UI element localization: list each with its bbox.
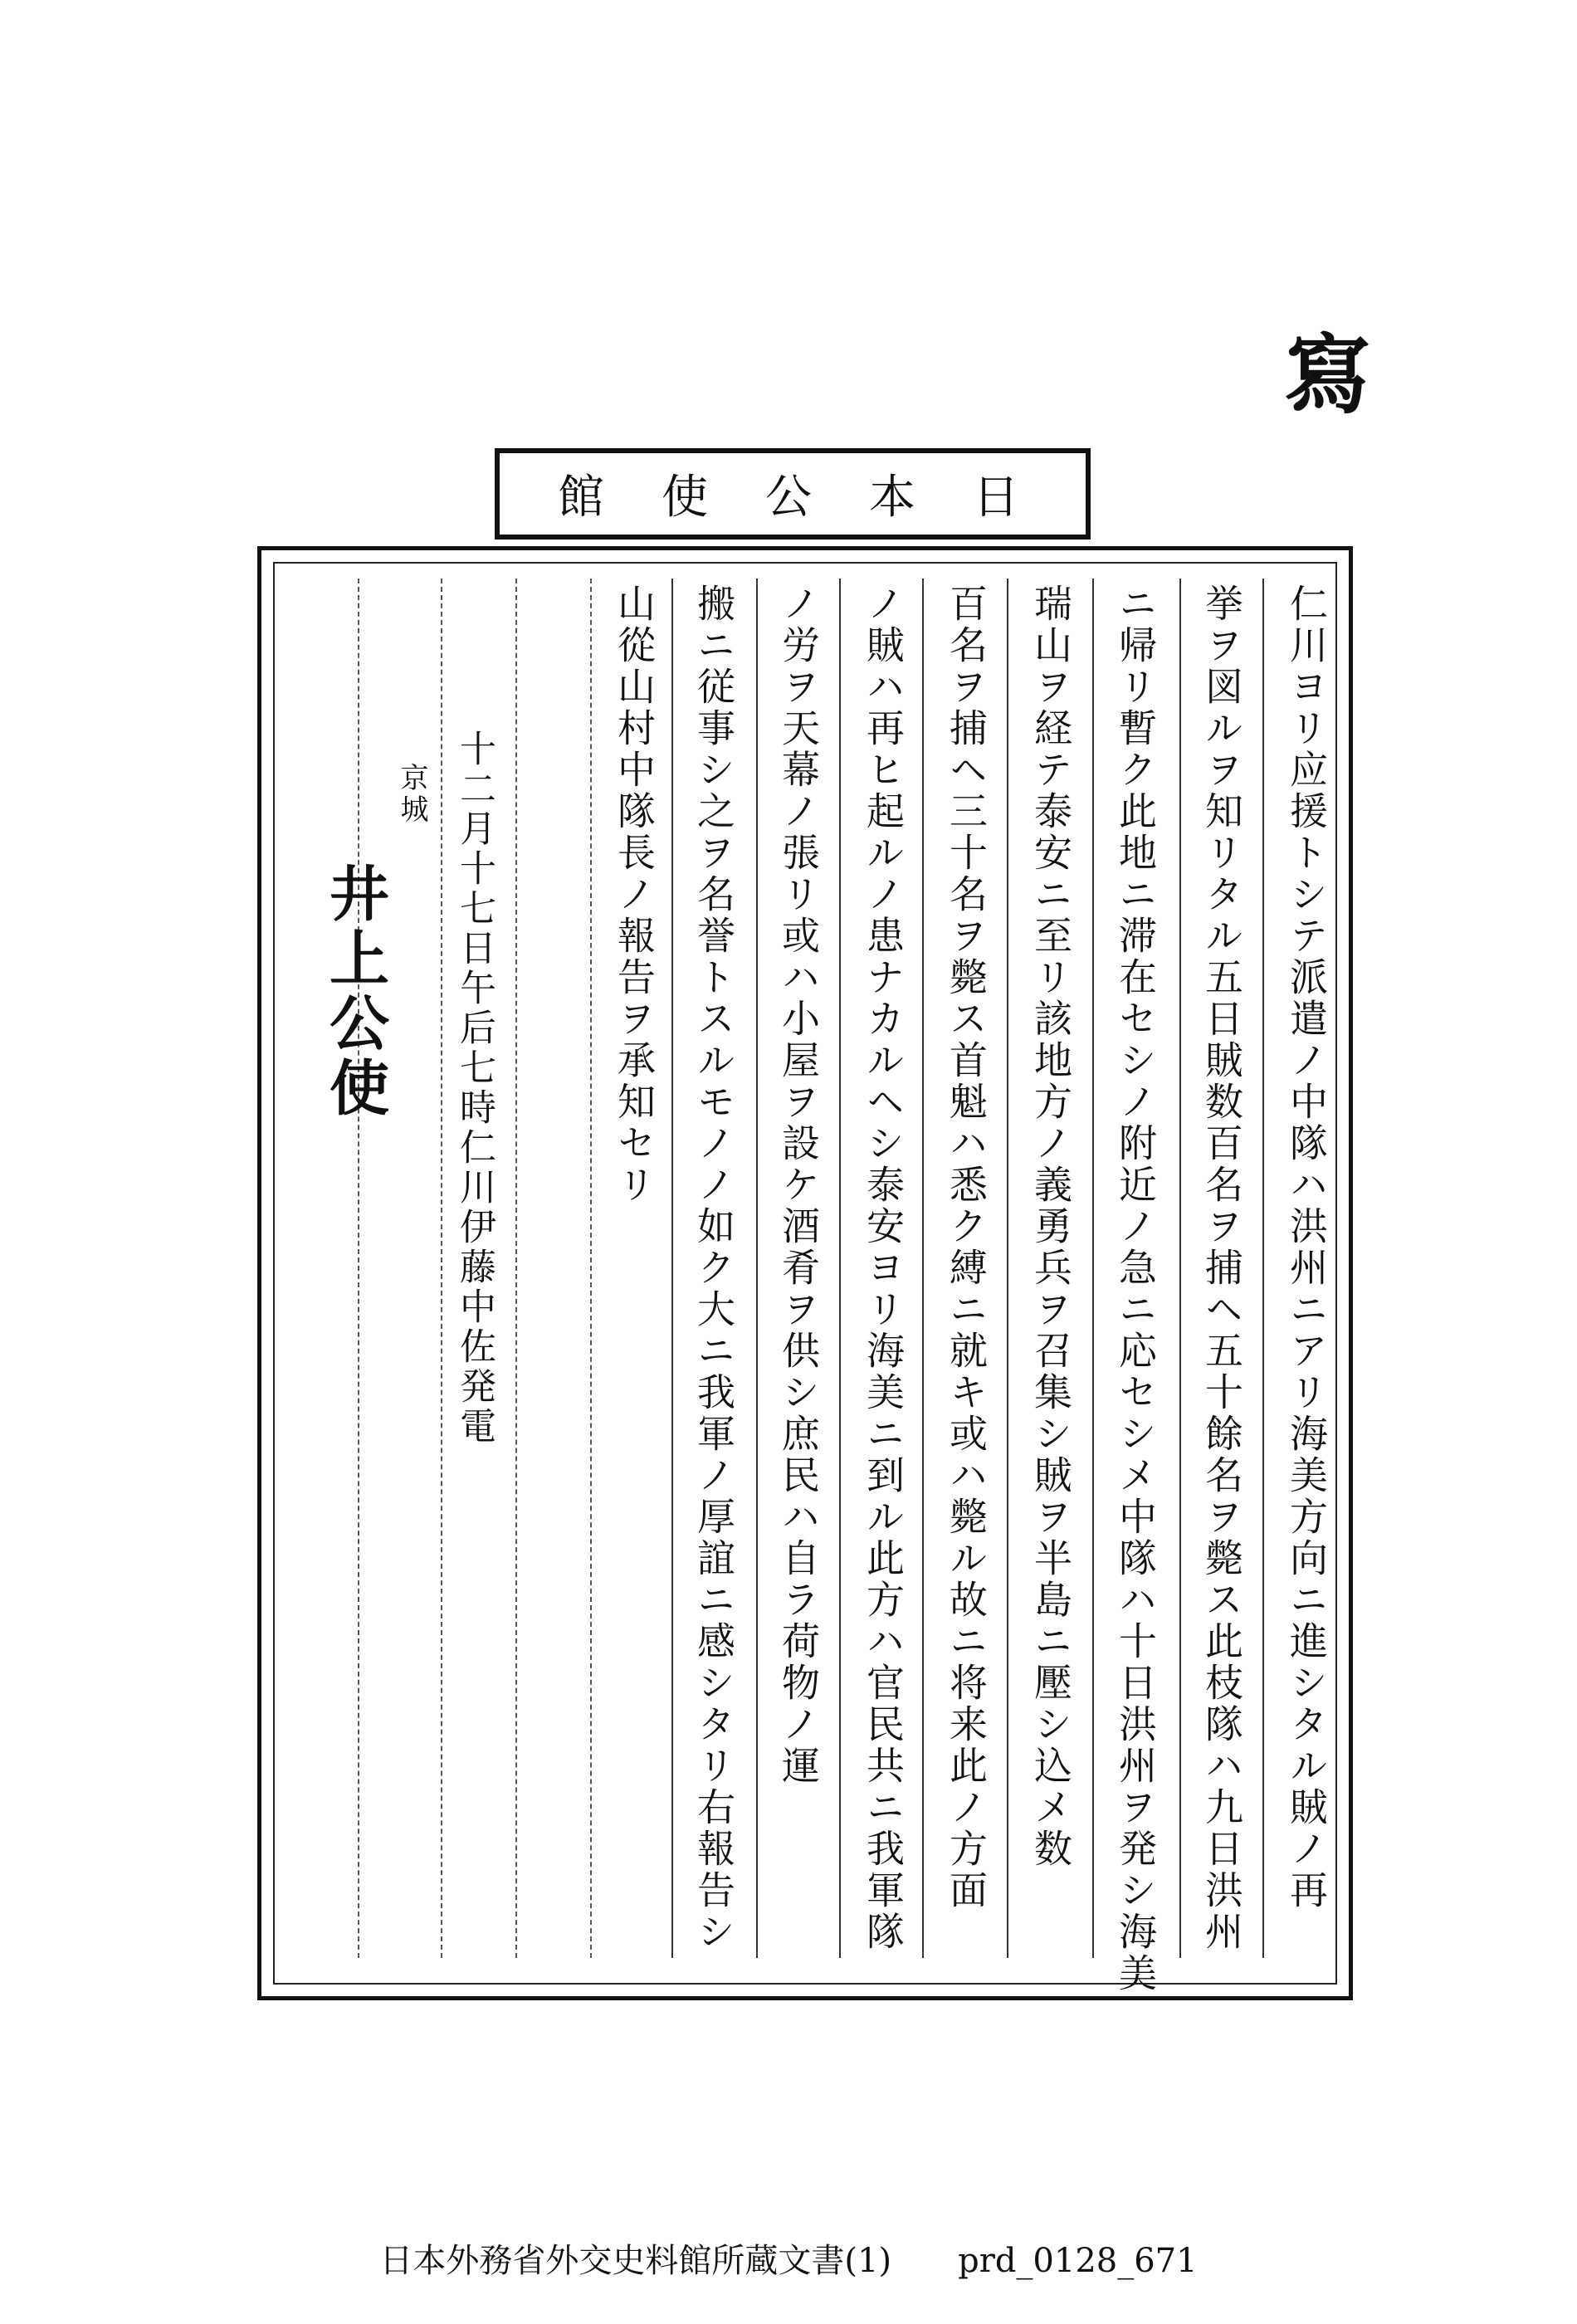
- letterhead-char: 本: [869, 471, 915, 525]
- telegram-sheet: [257, 546, 1353, 2000]
- corner-mark: 寫: [1285, 324, 1372, 426]
- column-rule: [839, 579, 841, 1958]
- body-column: ノ労ヲ天幕ノ張リ或ハ小屋ヲ設ケ酒肴ヲ供シ庶民ハ自ラ荷物ノ運: [776, 583, 821, 1787]
- column-rule: [1007, 579, 1008, 1958]
- column-rule: [441, 579, 442, 1958]
- column-rule: [515, 579, 517, 1958]
- addressee-note: 京城: [395, 763, 428, 826]
- footer-caption: [0, 2234, 1577, 2282]
- body-column: 山從山村中隊長ノ報告ヲ承知セリ: [612, 583, 657, 1206]
- body-column: 挙ヲ図ルヲ知リタル五日賊数百名ヲ捕ヘ五十餘名ヲ斃ス此枝隊ハ九日洪州: [1199, 583, 1244, 1953]
- letterhead-char: 館: [558, 471, 604, 525]
- column-rule: [756, 579, 758, 1958]
- date-line: 十二月十七日午后七時仁川伊藤中佐発電: [453, 730, 496, 1447]
- footer-doc-id: prd_0128_671: [958, 2242, 1198, 2280]
- letterhead-box: [495, 448, 1091, 540]
- footer-collection: 日本外務省外交史料館所蔵文書(1): [379, 2242, 892, 2280]
- column-rule: [922, 579, 924, 1958]
- column-rule: [671, 579, 673, 1958]
- letterhead-char: 公: [765, 471, 812, 525]
- column-rule: [1262, 579, 1264, 1958]
- body-column: ニ帰リ暫ク此地ニ滞在セシノ附近ノ急ニ応セシメ中隊ハ十日洪州ヲ発シ海美: [1113, 583, 1158, 1994]
- body-column: 百名ヲ捕ヘ三十名ヲ斃ス首魁ハ悉ク縛ニ就キ或ハ斃ル故ニ将来此ノ方面: [944, 583, 989, 1911]
- column-rule: [358, 579, 359, 1958]
- body-column: 仁川ヨリ应援トシテ派遣ノ中隊ハ洪州ニアリ海美方向ニ進シタル賊ノ再: [1284, 583, 1329, 1911]
- letterhead-char: 使: [662, 471, 708, 525]
- body-column: 搬ニ従事シ之ヲ名誉トスルモノノ如ク大ニ我軍ノ厚誼ニ感シタリ右報告シ: [691, 583, 736, 1953]
- signature: 井上公使: [320, 862, 390, 1121]
- letterhead-char: 日: [973, 471, 1019, 525]
- column-rule: [1092, 579, 1094, 1958]
- column-rule: [1179, 579, 1181, 1958]
- sheet-inner-border: [273, 562, 1337, 1994]
- column-rule: [590, 579, 592, 1958]
- body-column: 瑞山ヲ経テ泰安ニ至リ該地方ノ義勇兵ヲ召集シ賊ヲ半島ニ壓シ込メ数: [1028, 583, 1073, 1870]
- body-column: ノ賊ハ再ヒ起ルノ患ナカルヘシ泰安ヨリ海美ニ到ル此方ハ官民共ニ我軍隊: [861, 583, 906, 1953]
